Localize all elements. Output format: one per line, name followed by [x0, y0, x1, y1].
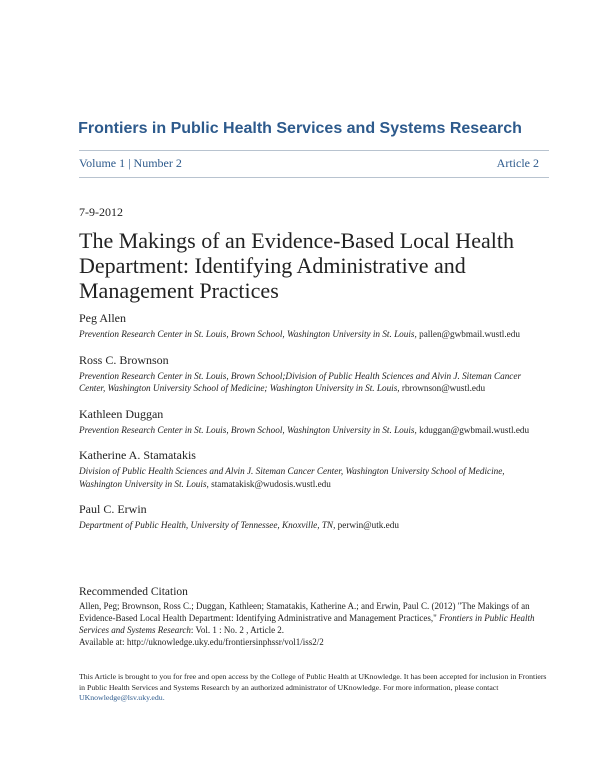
citation-text: Allen, Peg; Brownson, Ross C.; Duggan, Kathleen; Stamatakis, Katherine A.; and Erwin, Paul C. (2012) "The Makings of an Evidence-Based Local Health Department: Identifying Administrative and Management Practices," Frontiers in Public Health Services and Systems Research: Vol. 1 : No. 2 , Article 2. Available at: http://uknowledge.uky.edu/frontiersinphssr/vol1/iss2/2	[79, 601, 535, 647]
volume-link[interactable]: Volume 1	[79, 156, 126, 170]
volume-row	[79, 156, 539, 171]
author-email[interactable]: pallen@gwbmail.wustl.edu	[419, 329, 520, 339]
author-affiliation: Prevention Research Center in St. Louis, Brown School, Washington University in St. Louis, pallen@gwbmail.wustl.edu	[79, 329, 520, 339]
author-name: Ross C. Brownson	[79, 352, 169, 367]
author-affiliation: Department of Public Health, University of Tennessee, Knoxville, TN, perwin@utk.edu	[79, 520, 399, 530]
journal-title-link[interactable]: Frontiers in Public Health Services and Systems Research	[78, 120, 522, 137]
publication-date: 7-9-2012	[79, 205, 123, 219]
top-rule	[79, 150, 549, 151]
volume-number-links	[79, 156, 182, 171]
author-email[interactable]: rbrownson@wustl.edu	[401, 383, 486, 393]
author-entry	[79, 448, 549, 490]
number-link[interactable]: Number 2	[133, 156, 182, 170]
access-note: This Article is brought to you for free and open access by the College of Public Health at UKnowledge. It has been accepted for inclusion in Frontiers in Public Health Services and Systems Research by an authorized administrator of UKnowledge. For more information, please contact UKnowledge@lsv.uky.edu.	[79, 672, 547, 702]
author-name: Kathleen Duggan	[79, 406, 164, 421]
citation-heading: Recommended Citation	[79, 586, 188, 598]
author-entry	[79, 407, 549, 437]
author-email[interactable]: perwin@utk.edu	[337, 520, 399, 530]
author-affiliation: Prevention Research Center in St. Louis, Brown School;Division of Public Health Sciences and Alvin J. Siteman Cancer Center, Washington University School of Medicine; Washington University in St. Louis, rbrownson@wustl.edu	[79, 370, 522, 393]
paper-title: The Makings of an Evidence-Based Local Health Department: Identifying Administrative and Management Practices	[79, 228, 514, 303]
author-entry	[79, 311, 549, 341]
author-affiliation: Prevention Research Center in St. Louis, Brown School, Washington University in St. Louis, kduggan@gwbmail.wustl.edu	[79, 424, 530, 435]
article-link[interactable]: Article 2	[496, 156, 539, 170]
author-list	[79, 311, 549, 544]
author-name: Katherine A. Stamatakis	[79, 448, 196, 462]
citation-journal: Frontiers in Public Health Services and Systems Research	[79, 613, 535, 635]
author-entry	[79, 353, 549, 395]
author-affiliation: Division of Public Health Sciences and Alvin J. Siteman Cancer Center, Washington University School of Medicine, Washington University in St. Louis, stamatakisk@wudosis.wustl.edu	[79, 466, 505, 489]
author-name: Peg Allen	[79, 311, 126, 325]
author-email[interactable]: kduggan@gwbmail.wustl.edu	[419, 424, 530, 435]
author-entry	[79, 502, 549, 532]
author-email[interactable]: stamatakisk@wudosis.wustl.edu	[211, 478, 331, 489]
recommended-citation	[79, 586, 549, 648]
contact-email-link[interactable]: UKnowledge@lsv.uky.edu.	[79, 693, 165, 702]
citation-url-link[interactable]: http://uknowledge.uky.edu/frontiersinphssr/vol1/iss2/2	[126, 637, 324, 647]
bottom-rule	[79, 177, 549, 178]
author-name: Paul C. Erwin	[79, 502, 147, 516]
volume-separator: |	[128, 156, 131, 170]
